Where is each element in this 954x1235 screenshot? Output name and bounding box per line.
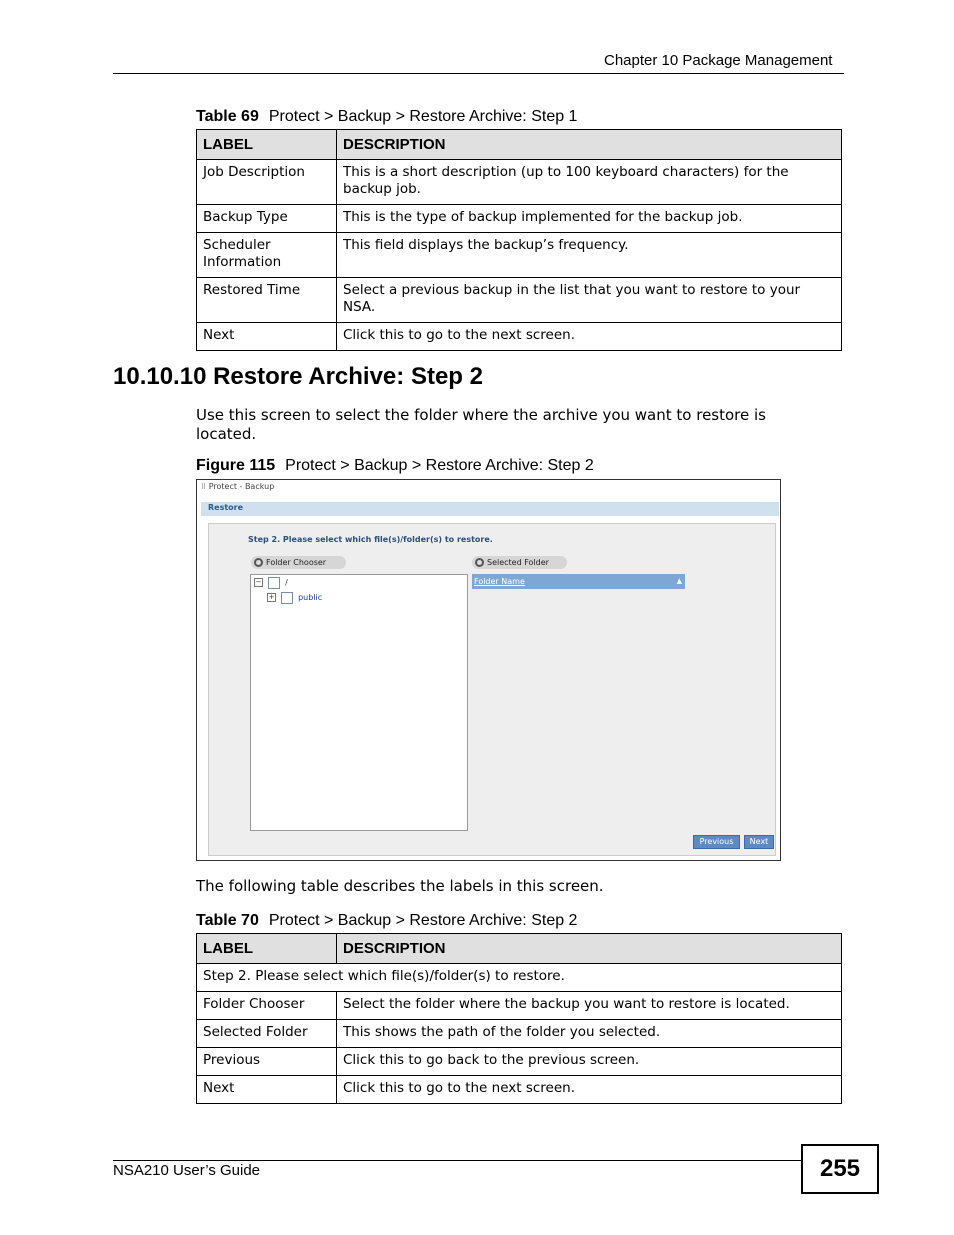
collapse-icon[interactable]: − bbox=[255, 578, 262, 586]
figure-title: Protect > Backup > Restore Archive: Step 2 bbox=[285, 457, 594, 474]
selected-folder-label bbox=[472, 556, 567, 569]
grid-icon: ⠿ bbox=[201, 483, 207, 491]
table-cell-label: Job Description bbox=[197, 160, 337, 205]
table-cell-label: Backup Type bbox=[197, 205, 337, 233]
table-cell-description: Click this to go to the next screen. bbox=[337, 1076, 842, 1104]
table-row bbox=[197, 1076, 842, 1104]
tree-node-checkbox[interactable] bbox=[268, 577, 280, 589]
table70-caption bbox=[196, 912, 577, 930]
tree-node-label[interactable]: / bbox=[285, 578, 288, 587]
table-cell-description: Click this to go to the next screen. bbox=[337, 323, 842, 351]
table-row bbox=[197, 1020, 842, 1048]
footer-rule bbox=[113, 1160, 801, 1161]
section-title: 10.10.10 Restore Archive: Step 2 bbox=[113, 363, 483, 390]
table-cell-label: Next bbox=[197, 323, 337, 351]
table-cell-description: This field displays the backup’s frequency. bbox=[337, 233, 842, 278]
table-row bbox=[197, 160, 842, 205]
table-row bbox=[197, 205, 842, 233]
radio-icon bbox=[475, 558, 484, 567]
table-cell-label: Selected Folder bbox=[197, 1020, 337, 1048]
table-row bbox=[197, 233, 842, 278]
table-row bbox=[197, 964, 842, 992]
tree-node-root[interactable] bbox=[254, 576, 288, 590]
table-cell-description: This shows the path of the folder you selected. bbox=[337, 1020, 842, 1048]
folder-tree[interactable] bbox=[250, 574, 468, 831]
table69-number: Table 69 bbox=[196, 108, 259, 125]
table-cell-description: This is the type of backup implemented for the backup job. bbox=[337, 205, 842, 233]
selected-folder-text: Selected Folder bbox=[487, 558, 549, 567]
table-cell-description: Select the folder where the backup you want to restore is located. bbox=[337, 992, 842, 1020]
table-cell-description: This is a short description (up to 100 keyboard characters) for the backup job. bbox=[337, 160, 842, 205]
table69-title: Protect > Backup > Restore Archive: Step 1 bbox=[268, 108, 578, 125]
table69-caption bbox=[196, 108, 577, 126]
table-cell-label: Restored Time bbox=[197, 278, 337, 323]
table-cell-description: Select a previous backup in the list that you want to restore to your NSA. bbox=[337, 278, 842, 323]
table69-header-description: DESCRIPTION bbox=[337, 130, 842, 160]
table-cell-description: Click this to go back to the previous screen. bbox=[337, 1048, 842, 1076]
previous-button[interactable]: Previous bbox=[693, 835, 740, 849]
footer-guide: NSA210 User’s Guide bbox=[113, 1162, 261, 1179]
folder-name-header[interactable] bbox=[472, 574, 685, 589]
page-number: 255 bbox=[801, 1144, 879, 1194]
step-instruction: Step 2. Please select which file(s)/folder(s) to restore. bbox=[248, 535, 493, 544]
chapter-header: Chapter 10 Package Management bbox=[604, 52, 833, 69]
table-row bbox=[197, 278, 842, 323]
screen-breadcrumb bbox=[201, 482, 274, 491]
sort-up-icon[interactable]: ▲ bbox=[676, 577, 682, 585]
table-cell-label: Previous bbox=[197, 1048, 337, 1076]
figure-screenshot bbox=[196, 479, 781, 861]
table69-header-label: LABEL bbox=[197, 130, 337, 160]
folder-chooser-text: Folder Chooser bbox=[266, 558, 327, 567]
next-button[interactable]: Next bbox=[744, 835, 774, 849]
tree-node-checkbox[interactable] bbox=[281, 592, 293, 604]
tree-node-label[interactable]: public bbox=[298, 593, 323, 602]
restore-tab-bar bbox=[201, 502, 779, 516]
table70-title: Protect > Backup > Restore Archive: Step 2 bbox=[268, 912, 578, 929]
header-rule bbox=[113, 73, 844, 74]
figure-caption bbox=[196, 457, 594, 475]
restore-tab[interactable]: Restore bbox=[208, 503, 244, 512]
table70-number: Table 70 bbox=[196, 912, 259, 929]
restore-panel bbox=[208, 523, 776, 856]
section-intro: Use this screen to select the folder where the archive you want to restore is located. bbox=[196, 406, 766, 443]
table-cell-label: Next bbox=[197, 1076, 337, 1104]
table-row bbox=[197, 992, 842, 1020]
following-text: The following table describes the labels in this screen. bbox=[196, 877, 604, 895]
tree-node-public[interactable] bbox=[267, 591, 322, 605]
table-cell-label: Folder Chooser bbox=[197, 992, 337, 1020]
table69 bbox=[196, 129, 842, 351]
folder-chooser-label bbox=[251, 556, 346, 569]
table70-header-label: LABEL bbox=[197, 934, 337, 964]
breadcrumb-text: Protect - Backup bbox=[208, 482, 275, 491]
figure-number: Figure 115 bbox=[196, 457, 276, 474]
folder-name-header-text: Folder Name bbox=[474, 577, 525, 586]
table70-header-description: DESCRIPTION bbox=[337, 934, 842, 964]
table-cell-label: Scheduler Information bbox=[197, 233, 337, 278]
table-row bbox=[197, 1048, 842, 1076]
radio-icon bbox=[254, 558, 263, 567]
table70 bbox=[196, 933, 842, 1104]
table-row bbox=[197, 323, 842, 351]
table-span-row: Step 2. Please select which file(s)/folder(s) to restore. bbox=[197, 964, 842, 992]
expand-icon[interactable]: + bbox=[268, 593, 275, 601]
